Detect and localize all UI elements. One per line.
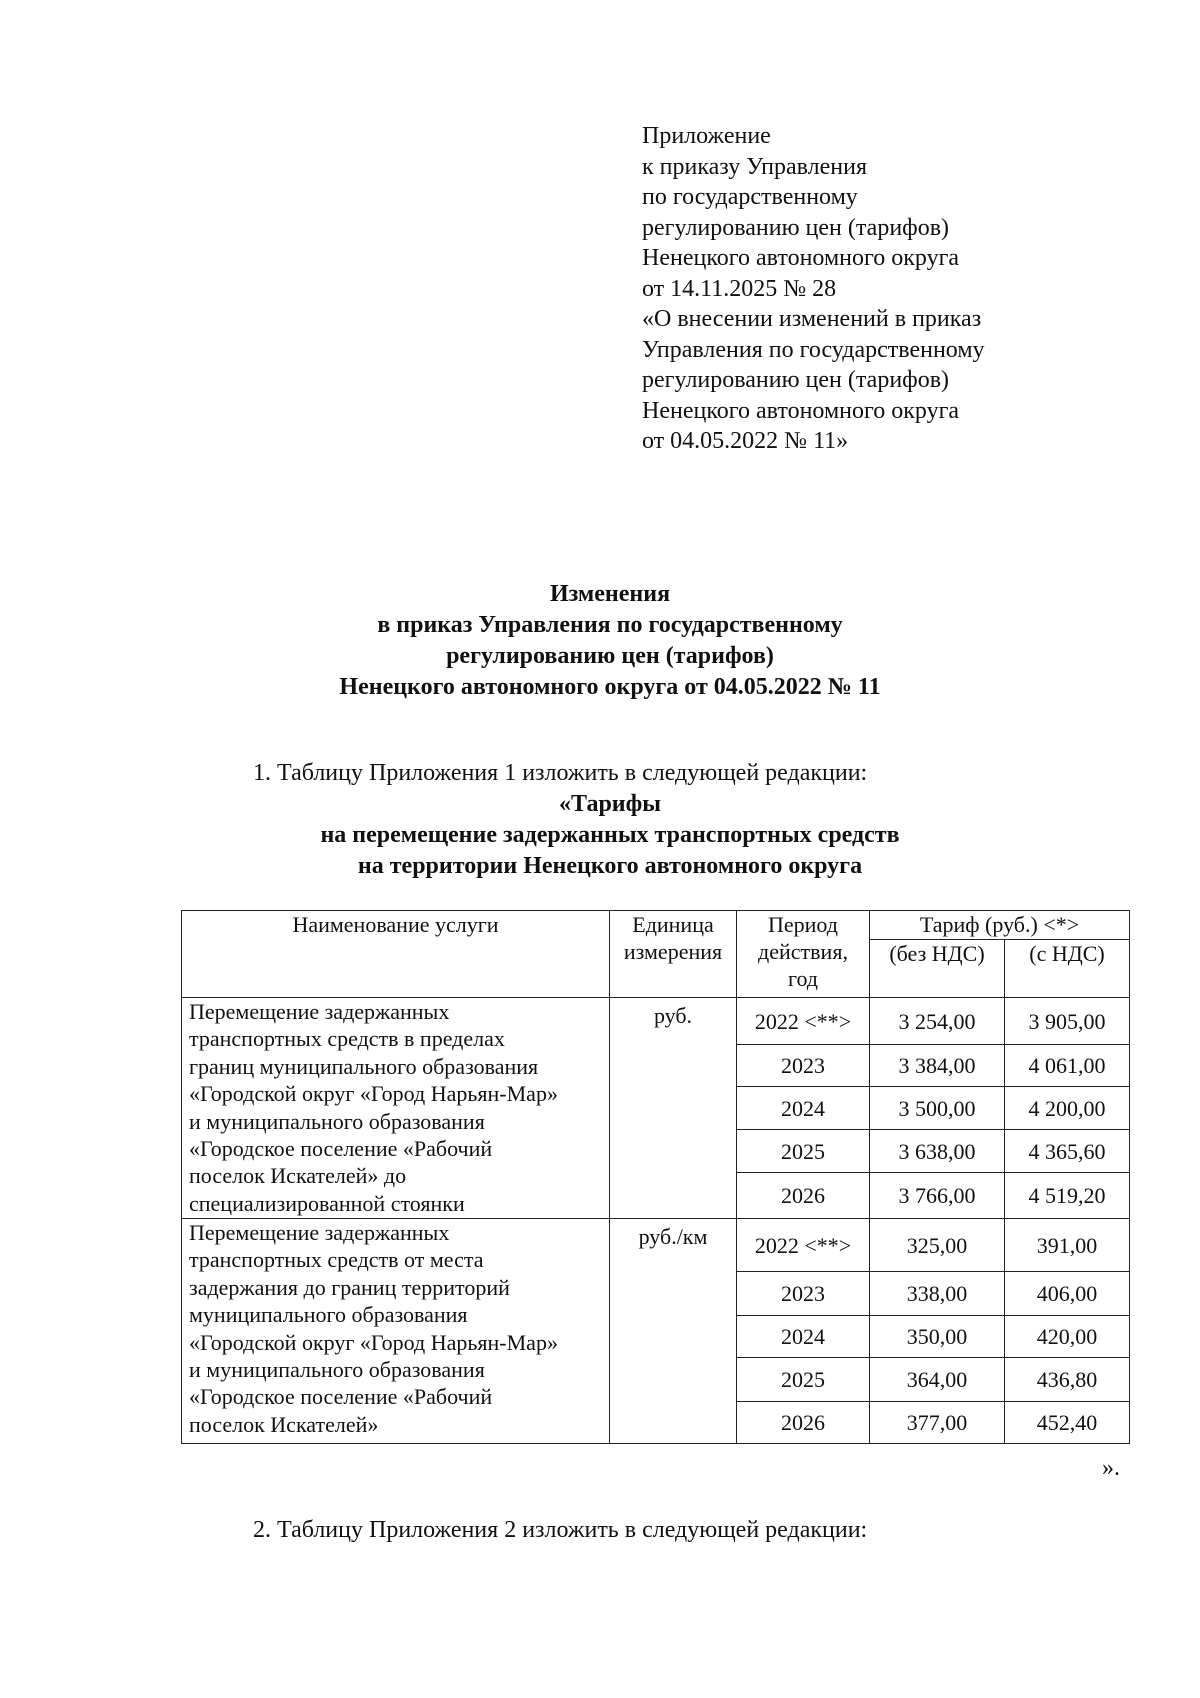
appendix-line: регулированию цен (тарифов) xyxy=(642,367,950,393)
service-line: поселок Искателей» xyxy=(189,1411,379,1437)
tariff-with-vat-cell: 420,00 xyxy=(1005,1316,1130,1358)
table-row xyxy=(182,998,1130,1045)
header-service-name: Наименование услуги xyxy=(182,911,610,998)
period-cell: 2024 xyxy=(737,1316,870,1358)
item-1-paragraph: 1. Таблицу Приложения 1 изложить в следующей редакции: xyxy=(253,760,868,786)
unit-cell: руб. xyxy=(610,998,737,1219)
service-line: «Городской округ «Город Нарьян-Мар» xyxy=(189,1081,558,1107)
tariff-no-vat-cell: 3 254,00 xyxy=(870,998,1005,1045)
tariff-with-vat-cell: 4 061,00 xyxy=(1005,1045,1130,1087)
period-cell: 2026 xyxy=(737,1402,870,1444)
tariff-no-vat-cell: 377,00 xyxy=(870,1402,1005,1444)
tariff-no-vat-cell: 364,00 xyxy=(870,1358,1005,1402)
appendix-line: Приложение xyxy=(642,123,771,149)
header-period-line: год xyxy=(787,966,819,991)
period-cell: 2024 xyxy=(737,1087,870,1130)
changes-heading-line: Изменения xyxy=(549,581,671,607)
tariffs-title-line: «Тарифы xyxy=(559,791,661,817)
service-name-cell xyxy=(182,1219,610,1444)
appendix-line: «О внесении изменений в приказ xyxy=(642,306,982,332)
changes-heading-line: регулированию цен (тарифов) xyxy=(446,643,774,669)
tariff-no-vat-cell: 3 500,00 xyxy=(870,1087,1005,1130)
header-period xyxy=(737,911,870,998)
appendix-line: Управления по государственному xyxy=(642,336,985,363)
service-line: транспортных средств от места xyxy=(189,1247,484,1273)
appendix-line: Ненецкого автономного округа xyxy=(642,397,960,424)
service-line: Перемещение задержанных xyxy=(189,1220,450,1245)
tariffs-title xyxy=(180,789,1040,882)
tariff-with-vat-cell: 436,80 xyxy=(1005,1358,1130,1402)
period-cell: 2022 <**> xyxy=(737,1219,870,1272)
changes-heading-line: Ненецкого автономного округа от 04.05.2022 № 11 xyxy=(339,674,881,700)
service-line: специализированной стоянки xyxy=(189,1190,465,1216)
appendix-line: от 04.05.2022 № 11» xyxy=(642,428,849,454)
period-cell: 2023 xyxy=(737,1045,870,1087)
header-unit-line: измерения xyxy=(623,939,723,964)
service-line: и муниципального образования xyxy=(189,1108,485,1134)
header-no-vat: (без НДС) xyxy=(870,940,1005,998)
period-cell: 2025 xyxy=(737,1358,870,1402)
period-cell: 2023 xyxy=(737,1272,870,1316)
header-with-vat: (с НДС) xyxy=(1005,940,1130,998)
table-header-row xyxy=(182,911,1130,940)
header-period-line: Период xyxy=(768,912,838,937)
tariff-no-vat-cell: 3 766,00 xyxy=(870,1173,1005,1219)
header-unit xyxy=(610,911,737,998)
appendix-line: по государственному xyxy=(642,184,858,210)
header-unit-line: Единица xyxy=(632,912,714,937)
tariff-no-vat-cell: 338,00 xyxy=(870,1272,1005,1316)
service-line: поселок Искателей» до xyxy=(189,1163,407,1189)
header-period-line: действия, xyxy=(758,939,848,964)
service-line: задержания до границ территорий xyxy=(189,1274,510,1300)
appendix-line: от 14.11.2025 № 28 xyxy=(642,275,837,302)
closing-quote: ». xyxy=(1102,1455,1120,1481)
service-line: «Городской округ «Город Нарьян-Мар» xyxy=(189,1329,558,1355)
service-line: транспортных средств в пределах xyxy=(189,1026,505,1052)
table-row xyxy=(182,1219,1130,1272)
header-tariff: Тариф (руб.) <*> xyxy=(870,911,1130,940)
appendix-line: регулированию цен (тарифов) xyxy=(642,214,950,241)
tariffs-title-line: на перемещение задержанных транспортных средств xyxy=(320,822,900,848)
period-cell: 2022 <**> xyxy=(737,998,870,1045)
item-2-paragraph: 2. Таблицу Приложения 2 изложить в следующей редакции: xyxy=(253,1517,868,1543)
period-cell: 2026 xyxy=(737,1173,870,1219)
period-cell: 2025 xyxy=(737,1130,870,1173)
tariff-with-vat-cell: 391,00 xyxy=(1005,1219,1130,1272)
tariff-table xyxy=(181,910,1130,1444)
tariff-no-vat-cell: 3 384,00 xyxy=(870,1045,1005,1087)
appendix-block xyxy=(642,121,1102,457)
tariff-with-vat-cell: 3 905,00 xyxy=(1005,998,1130,1045)
tariff-with-vat-cell: 406,00 xyxy=(1005,1272,1130,1316)
service-line: «Городское поселение «Рабочий xyxy=(189,1384,493,1410)
service-line: и муниципального образования xyxy=(189,1357,485,1383)
service-line: «Городское поселение «Рабочий xyxy=(189,1136,493,1162)
tariff-no-vat-cell: 3 638,00 xyxy=(870,1130,1005,1173)
appendix-line: Ненецкого автономного округа xyxy=(642,245,960,271)
tariff-with-vat-cell: 4 200,00 xyxy=(1005,1087,1130,1130)
changes-heading-line: в приказ Управления по государственному xyxy=(377,612,843,638)
service-line: Перемещение задержанных xyxy=(189,999,450,1024)
tariff-with-vat-cell: 4 365,60 xyxy=(1005,1130,1130,1173)
changes-heading xyxy=(180,579,1040,703)
tariffs-title-line: на территории Ненецкого автономного округа xyxy=(357,853,863,879)
unit-cell: руб./км xyxy=(610,1219,737,1444)
tariff-with-vat-cell: 452,40 xyxy=(1005,1402,1130,1444)
service-line: муниципального образования xyxy=(189,1302,468,1328)
service-line: границ муниципального образования xyxy=(189,1053,539,1079)
tariff-no-vat-cell: 325,00 xyxy=(870,1219,1005,1272)
tariff-with-vat-cell: 4 519,20 xyxy=(1005,1173,1130,1219)
tariff-no-vat-cell: 350,00 xyxy=(870,1316,1005,1358)
appendix-line: к приказу Управления xyxy=(642,153,868,180)
service-name-cell xyxy=(182,998,610,1219)
